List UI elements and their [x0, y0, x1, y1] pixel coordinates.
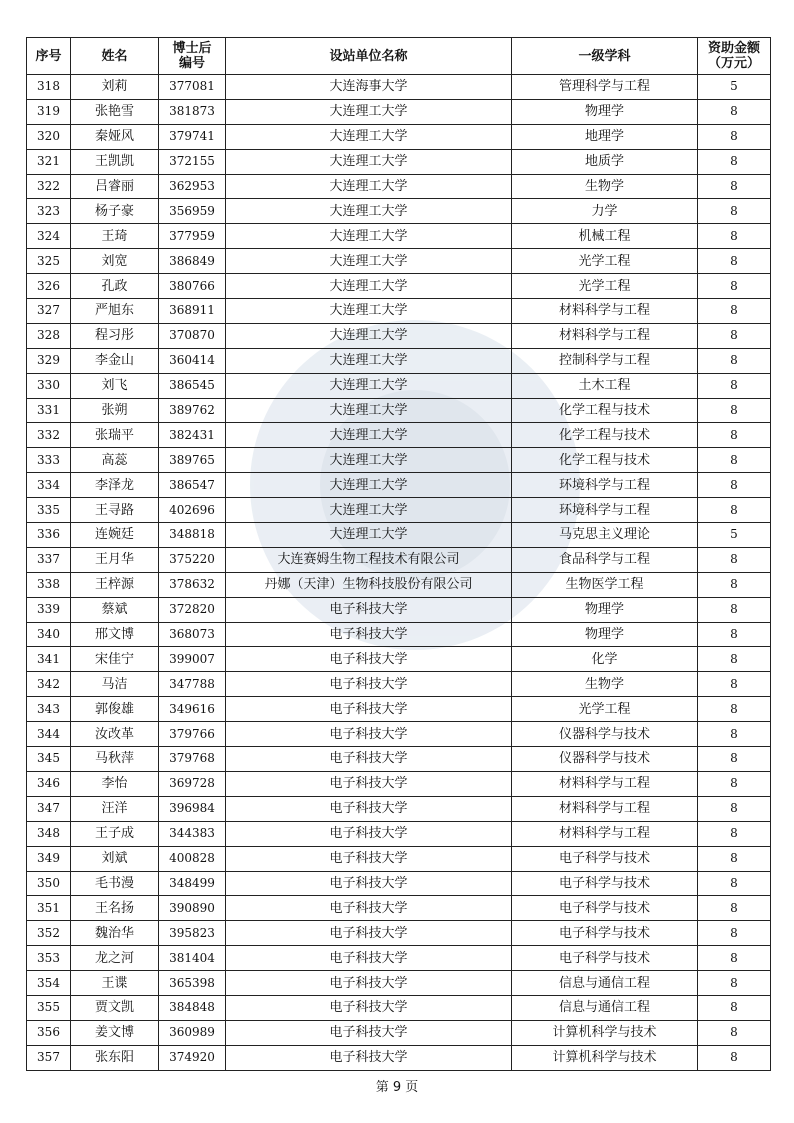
table-row — [27, 821, 771, 846]
cell-institution: 电子科技大学 — [226, 921, 512, 946]
cell-seq: 337 — [27, 547, 71, 572]
cell-discipline: 电子科学与技术 — [512, 946, 698, 971]
cell-discipline: 化学工程与技术 — [512, 423, 698, 448]
cell-amount: 5 — [698, 75, 771, 100]
cell-postdoc-id: 362953 — [159, 174, 226, 199]
cell-seq: 327 — [27, 299, 71, 324]
cell-institution: 大连赛姆生物工程技术有限公司 — [226, 547, 512, 572]
table-body — [27, 75, 771, 1071]
cell-amount: 8 — [698, 498, 771, 523]
cell-amount: 8 — [698, 995, 771, 1020]
cell-discipline: 光学工程 — [512, 274, 698, 299]
cell-seq: 331 — [27, 398, 71, 423]
cell-seq: 339 — [27, 597, 71, 622]
header-discipline: 一级学科 — [512, 38, 698, 75]
cell-institution: 电子科技大学 — [226, 722, 512, 747]
cell-institution: 大连理工大学 — [226, 373, 512, 398]
cell-postdoc-id: 380766 — [159, 274, 226, 299]
cell-postdoc-id: 347788 — [159, 672, 226, 697]
cell-seq: 355 — [27, 995, 71, 1020]
cell-institution: 电子科技大学 — [226, 846, 512, 871]
cell-seq: 345 — [27, 747, 71, 772]
cell-seq: 338 — [27, 572, 71, 597]
cell-postdoc-id: 379766 — [159, 722, 226, 747]
cell-seq: 346 — [27, 771, 71, 796]
cell-seq: 343 — [27, 697, 71, 722]
cell-amount: 8 — [698, 647, 771, 672]
cell-discipline: 土木工程 — [512, 373, 698, 398]
cell-amount: 8 — [698, 174, 771, 199]
cell-institution: 大连理工大学 — [226, 249, 512, 274]
cell-name: 王凯凯 — [71, 149, 159, 174]
cell-seq: 329 — [27, 348, 71, 373]
cell-name: 王琦 — [71, 224, 159, 249]
table-row — [27, 971, 771, 996]
cell-discipline: 材料科学与工程 — [512, 771, 698, 796]
funding-table — [26, 37, 771, 1071]
table-row — [27, 299, 771, 324]
cell-name: 王梓源 — [71, 572, 159, 597]
cell-discipline: 化学工程与技术 — [512, 448, 698, 473]
cell-postdoc-id: 381873 — [159, 99, 226, 124]
table-row — [27, 547, 771, 572]
cell-postdoc-id: 368073 — [159, 622, 226, 647]
cell-institution: 大连海事大学 — [226, 75, 512, 100]
cell-seq: 326 — [27, 274, 71, 299]
cell-discipline: 生物医学工程 — [512, 572, 698, 597]
cell-institution: 大连理工大学 — [226, 523, 512, 548]
cell-name: 张艳雪 — [71, 99, 159, 124]
cell-postdoc-id: 360414 — [159, 348, 226, 373]
cell-postdoc-id: 379741 — [159, 124, 226, 149]
cell-discipline: 材料科学与工程 — [512, 299, 698, 324]
cell-amount: 8 — [698, 224, 771, 249]
cell-amount: 8 — [698, 448, 771, 473]
cell-institution: 大连理工大学 — [226, 224, 512, 249]
table-row — [27, 946, 771, 971]
cell-postdoc-id: 382431 — [159, 423, 226, 448]
cell-amount: 8 — [698, 946, 771, 971]
cell-name: 毛书漫 — [71, 871, 159, 896]
cell-postdoc-id: 386849 — [159, 249, 226, 274]
cell-amount: 8 — [698, 348, 771, 373]
table-row — [27, 498, 771, 523]
cell-institution: 大连理工大学 — [226, 199, 512, 224]
cell-name: 张东阳 — [71, 1045, 159, 1070]
cell-discipline: 地质学 — [512, 149, 698, 174]
cell-amount: 8 — [698, 896, 771, 921]
cell-discipline: 生物学 — [512, 174, 698, 199]
table-row — [27, 622, 771, 647]
cell-amount: 8 — [698, 274, 771, 299]
table-row — [27, 448, 771, 473]
cell-seq: 320 — [27, 124, 71, 149]
cell-postdoc-id: 386545 — [159, 373, 226, 398]
table-row — [27, 697, 771, 722]
table-row — [27, 921, 771, 946]
cell-discipline: 环境科学与工程 — [512, 473, 698, 498]
cell-postdoc-id: 344383 — [159, 821, 226, 846]
cell-postdoc-id: 369728 — [159, 771, 226, 796]
cell-seq: 353 — [27, 946, 71, 971]
cell-seq: 335 — [27, 498, 71, 523]
cell-amount: 8 — [698, 373, 771, 398]
table-row — [27, 224, 771, 249]
cell-postdoc-id: 390890 — [159, 896, 226, 921]
table-row — [27, 572, 771, 597]
cell-discipline: 地理学 — [512, 124, 698, 149]
cell-seq: 324 — [27, 224, 71, 249]
header-institution: 设站单位名称 — [226, 38, 512, 75]
cell-discipline: 物理学 — [512, 99, 698, 124]
cell-name: 邢文博 — [71, 622, 159, 647]
cell-discipline: 马克思主义理论 — [512, 523, 698, 548]
cell-amount: 8 — [698, 672, 771, 697]
cell-institution: 电子科技大学 — [226, 622, 512, 647]
cell-discipline: 材料科学与工程 — [512, 821, 698, 846]
cell-institution: 电子科技大学 — [226, 946, 512, 971]
cell-name: 高蕊 — [71, 448, 159, 473]
cell-institution: 电子科技大学 — [226, 597, 512, 622]
cell-postdoc-id: 372820 — [159, 597, 226, 622]
table-row — [27, 473, 771, 498]
table-row — [27, 871, 771, 896]
cell-amount: 8 — [698, 149, 771, 174]
cell-postdoc-id: 374920 — [159, 1045, 226, 1070]
cell-discipline: 仪器科学与技术 — [512, 747, 698, 772]
cell-postdoc-id: 370870 — [159, 323, 226, 348]
cell-postdoc-id: 349616 — [159, 697, 226, 722]
cell-postdoc-id: 377959 — [159, 224, 226, 249]
cell-name: 魏治华 — [71, 921, 159, 946]
cell-discipline: 信息与通信工程 — [512, 971, 698, 996]
cell-institution: 大连理工大学 — [226, 124, 512, 149]
cell-name: 王月华 — [71, 547, 159, 572]
cell-postdoc-id: 386547 — [159, 473, 226, 498]
cell-seq: 352 — [27, 921, 71, 946]
cell-institution: 电子科技大学 — [226, 747, 512, 772]
page-number: 第 9 页 — [375, 1080, 419, 1095]
cell-seq: 354 — [27, 971, 71, 996]
table-row — [27, 199, 771, 224]
cell-name: 贾文凯 — [71, 995, 159, 1020]
cell-seq: 318 — [27, 75, 71, 100]
cell-name: 孔政 — [71, 274, 159, 299]
cell-discipline: 管理科学与工程 — [512, 75, 698, 100]
cell-institution: 电子科技大学 — [226, 796, 512, 821]
cell-amount: 8 — [698, 747, 771, 772]
cell-seq: 356 — [27, 1020, 71, 1045]
cell-institution: 电子科技大学 — [226, 821, 512, 846]
cell-postdoc-id: 348499 — [159, 871, 226, 896]
table-row — [27, 523, 771, 548]
cell-seq: 349 — [27, 846, 71, 871]
cell-name: 刘飞 — [71, 373, 159, 398]
cell-discipline: 机械工程 — [512, 224, 698, 249]
cell-postdoc-id: 399007 — [159, 647, 226, 672]
cell-discipline: 物理学 — [512, 622, 698, 647]
cell-discipline: 材料科学与工程 — [512, 323, 698, 348]
cell-postdoc-id: 372155 — [159, 149, 226, 174]
cell-institution: 大连理工大学 — [226, 99, 512, 124]
cell-institution: 电子科技大学 — [226, 871, 512, 896]
cell-name: 汝改革 — [71, 722, 159, 747]
cell-seq: 350 — [27, 871, 71, 896]
cell-name: 连婉廷 — [71, 523, 159, 548]
cell-postdoc-id: 356959 — [159, 199, 226, 224]
cell-amount: 8 — [698, 547, 771, 572]
table-row — [27, 124, 771, 149]
table-row — [27, 771, 771, 796]
cell-name: 杨子豪 — [71, 199, 159, 224]
cell-discipline: 化学 — [512, 647, 698, 672]
table-row — [27, 373, 771, 398]
table-row — [27, 75, 771, 100]
cell-amount: 8 — [698, 821, 771, 846]
table-row — [27, 796, 771, 821]
table-row — [27, 149, 771, 174]
cell-institution: 大连理工大学 — [226, 473, 512, 498]
cell-name: 姜文博 — [71, 1020, 159, 1045]
cell-seq: 333 — [27, 448, 71, 473]
cell-amount: 8 — [698, 398, 771, 423]
cell-discipline: 力学 — [512, 199, 698, 224]
cell-name: 刘宽 — [71, 249, 159, 274]
cell-institution: 电子科技大学 — [226, 995, 512, 1020]
cell-discipline: 生物学 — [512, 672, 698, 697]
cell-discipline: 仪器科学与技术 — [512, 722, 698, 747]
cell-institution: 大连理工大学 — [226, 149, 512, 174]
cell-postdoc-id: 377081 — [159, 75, 226, 100]
cell-institution: 大连理工大学 — [226, 274, 512, 299]
cell-seq: 321 — [27, 149, 71, 174]
cell-seq: 357 — [27, 1045, 71, 1070]
table-header-row — [27, 38, 771, 75]
cell-name: 李怡 — [71, 771, 159, 796]
cell-postdoc-id: 348818 — [159, 523, 226, 548]
cell-postdoc-id: 396984 — [159, 796, 226, 821]
cell-postdoc-id: 375220 — [159, 547, 226, 572]
table-row — [27, 597, 771, 622]
cell-discipline: 电子科学与技术 — [512, 921, 698, 946]
cell-amount: 8 — [698, 1020, 771, 1045]
cell-institution: 大连理工大学 — [226, 448, 512, 473]
table-row — [27, 896, 771, 921]
cell-name: 刘斌 — [71, 846, 159, 871]
cell-discipline: 化学工程与技术 — [512, 398, 698, 423]
cell-name: 张朔 — [71, 398, 159, 423]
cell-name: 马洁 — [71, 672, 159, 697]
cell-amount: 8 — [698, 199, 771, 224]
cell-name: 李泽龙 — [71, 473, 159, 498]
cell-institution: 电子科技大学 — [226, 896, 512, 921]
cell-seq: 332 — [27, 423, 71, 448]
cell-postdoc-id: 368911 — [159, 299, 226, 324]
table-row — [27, 99, 771, 124]
cell-postdoc-id: 389765 — [159, 448, 226, 473]
cell-seq: 347 — [27, 796, 71, 821]
cell-institution: 电子科技大学 — [226, 1045, 512, 1070]
cell-amount: 8 — [698, 299, 771, 324]
header-name: 姓名 — [71, 38, 159, 75]
cell-seq: 334 — [27, 473, 71, 498]
header-amount: 资助金额 （万元） — [698, 38, 771, 75]
cell-postdoc-id: 395823 — [159, 921, 226, 946]
cell-name: 郭俊雄 — [71, 697, 159, 722]
cell-amount: 8 — [698, 622, 771, 647]
cell-institution: 大连理工大学 — [226, 398, 512, 423]
cell-seq: 344 — [27, 722, 71, 747]
cell-amount: 8 — [698, 971, 771, 996]
cell-discipline: 物理学 — [512, 597, 698, 622]
table-row — [27, 995, 771, 1020]
cell-discipline: 电子科学与技术 — [512, 871, 698, 896]
table-row — [27, 423, 771, 448]
cell-postdoc-id: 389762 — [159, 398, 226, 423]
header-seq: 序号 — [27, 38, 71, 75]
cell-amount: 8 — [698, 124, 771, 149]
cell-postdoc-id: 400828 — [159, 846, 226, 871]
cell-discipline: 光学工程 — [512, 249, 698, 274]
table-row — [27, 323, 771, 348]
cell-name: 程习彤 — [71, 323, 159, 348]
cell-seq: 336 — [27, 523, 71, 548]
table-row — [27, 747, 771, 772]
table-row — [27, 647, 771, 672]
cell-amount: 8 — [698, 1045, 771, 1070]
cell-amount: 8 — [698, 249, 771, 274]
cell-institution: 电子科技大学 — [226, 1020, 512, 1045]
table-row — [27, 249, 771, 274]
cell-postdoc-id: 365398 — [159, 971, 226, 996]
cell-institution: 电子科技大学 — [226, 672, 512, 697]
cell-institution: 大连理工大学 — [226, 498, 512, 523]
cell-name: 严旭东 — [71, 299, 159, 324]
cell-seq: 328 — [27, 323, 71, 348]
table-row — [27, 722, 771, 747]
cell-amount: 8 — [698, 597, 771, 622]
cell-name: 吕睿丽 — [71, 174, 159, 199]
table-row — [27, 174, 771, 199]
cell-institution: 电子科技大学 — [226, 697, 512, 722]
cell-amount: 8 — [698, 722, 771, 747]
table-row — [27, 846, 771, 871]
cell-name: 王谍 — [71, 971, 159, 996]
cell-discipline: 食品科学与工程 — [512, 547, 698, 572]
cell-name: 李金山 — [71, 348, 159, 373]
cell-seq: 351 — [27, 896, 71, 921]
header-postdoc-id: 博士后 编号 — [159, 38, 226, 75]
cell-institution: 大连理工大学 — [226, 323, 512, 348]
cell-institution: 丹娜（天津）生物科技股份有限公司 — [226, 572, 512, 597]
cell-seq: 330 — [27, 373, 71, 398]
cell-name: 蔡斌 — [71, 597, 159, 622]
cell-amount: 8 — [698, 473, 771, 498]
cell-seq: 341 — [27, 647, 71, 672]
cell-discipline: 计算机科学与技术 — [512, 1020, 698, 1045]
table-row — [27, 398, 771, 423]
table-row — [27, 1045, 771, 1070]
cell-discipline: 环境科学与工程 — [512, 498, 698, 523]
cell-amount: 8 — [698, 323, 771, 348]
cell-discipline: 电子科学与技术 — [512, 896, 698, 921]
cell-discipline: 控制科学与工程 — [512, 348, 698, 373]
table-row — [27, 274, 771, 299]
cell-amount: 8 — [698, 921, 771, 946]
cell-name: 秦娅风 — [71, 124, 159, 149]
cell-name: 龙之河 — [71, 946, 159, 971]
cell-institution: 电子科技大学 — [226, 647, 512, 672]
cell-discipline: 电子科学与技术 — [512, 846, 698, 871]
cell-amount: 5 — [698, 523, 771, 548]
cell-postdoc-id: 378632 — [159, 572, 226, 597]
cell-discipline: 光学工程 — [512, 697, 698, 722]
cell-institution: 电子科技大学 — [226, 971, 512, 996]
cell-name: 王名扬 — [71, 896, 159, 921]
cell-postdoc-id: 402696 — [159, 498, 226, 523]
cell-discipline: 材料科学与工程 — [512, 796, 698, 821]
cell-amount: 8 — [698, 423, 771, 448]
cell-postdoc-id: 381404 — [159, 946, 226, 971]
cell-amount: 8 — [698, 796, 771, 821]
cell-postdoc-id: 384848 — [159, 995, 226, 1020]
cell-name: 宋佳宁 — [71, 647, 159, 672]
table-row — [27, 1020, 771, 1045]
cell-institution: 大连理工大学 — [226, 299, 512, 324]
table-row — [27, 672, 771, 697]
cell-institution: 大连理工大学 — [226, 174, 512, 199]
cell-seq: 319 — [27, 99, 71, 124]
cell-discipline: 计算机科学与技术 — [512, 1045, 698, 1070]
cell-seq: 342 — [27, 672, 71, 697]
cell-name: 马秋萍 — [71, 747, 159, 772]
cell-institution: 大连理工大学 — [226, 423, 512, 448]
cell-amount: 8 — [698, 99, 771, 124]
cell-seq: 323 — [27, 199, 71, 224]
table-row — [27, 348, 771, 373]
cell-name: 王子成 — [71, 821, 159, 846]
cell-seq: 322 — [27, 174, 71, 199]
cell-amount: 8 — [698, 697, 771, 722]
cell-seq: 325 — [27, 249, 71, 274]
cell-discipline: 信息与通信工程 — [512, 995, 698, 1020]
cell-name: 汪洋 — [71, 796, 159, 821]
cell-amount: 8 — [698, 846, 771, 871]
cell-amount: 8 — [698, 572, 771, 597]
cell-institution: 大连理工大学 — [226, 348, 512, 373]
cell-seq: 348 — [27, 821, 71, 846]
cell-postdoc-id: 360989 — [159, 1020, 226, 1045]
cell-amount: 8 — [698, 871, 771, 896]
cell-postdoc-id: 379768 — [159, 747, 226, 772]
cell-institution: 电子科技大学 — [226, 771, 512, 796]
cell-seq: 340 — [27, 622, 71, 647]
cell-amount: 8 — [698, 771, 771, 796]
cell-name: 王寻路 — [71, 498, 159, 523]
cell-name: 刘莉 — [71, 75, 159, 100]
cell-name: 张瑞平 — [71, 423, 159, 448]
